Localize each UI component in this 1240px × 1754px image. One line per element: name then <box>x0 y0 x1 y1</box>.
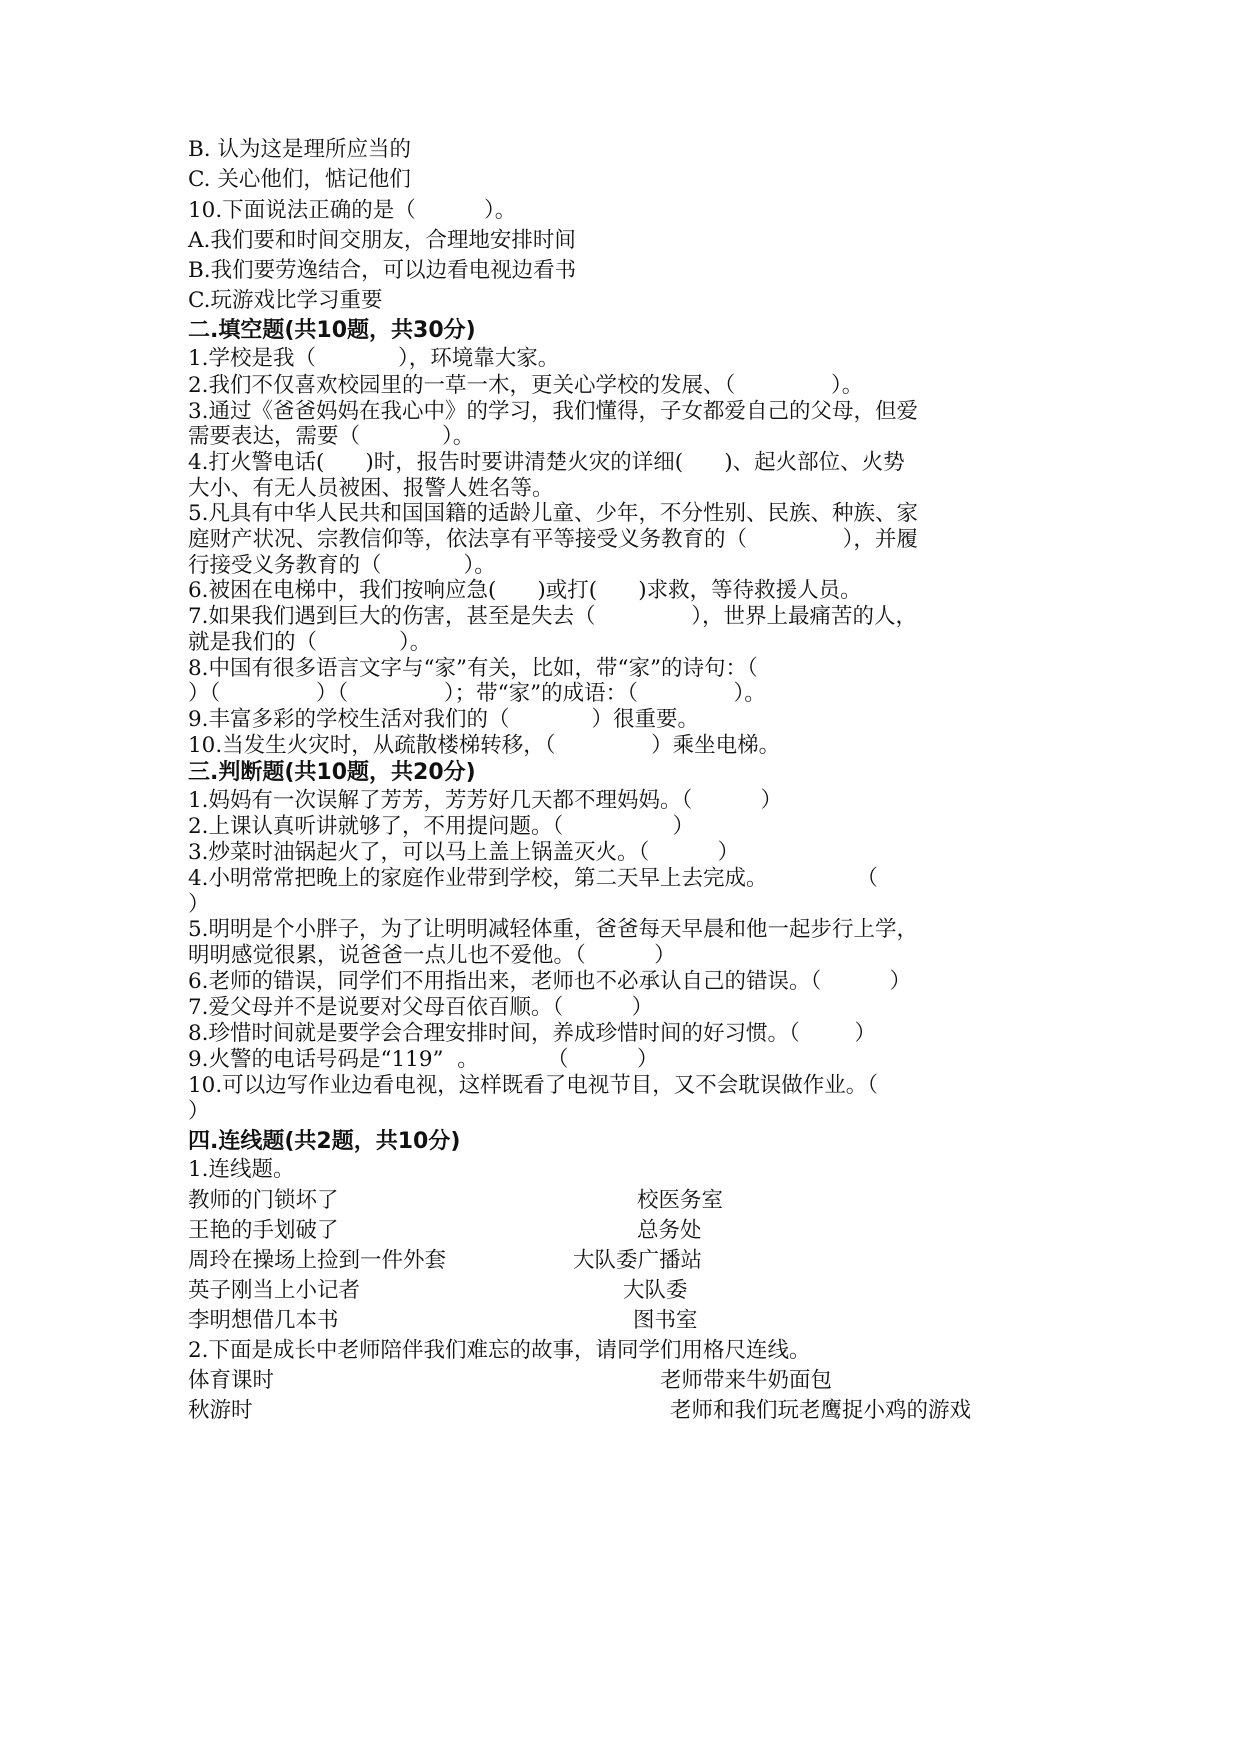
s3-line: 6.老师的错误，同学们不用指出来，老师也不必承认自己的错误。（ ） <box>188 969 912 994</box>
s3-line: 9.火警的电话号码是“119” 。 （ ） <box>188 1047 659 1072</box>
s2-line: 5.凡具有中华人民共和国国籍的适龄儿童、少年，不分性别、民族、种族、家 <box>188 501 919 526</box>
s2-line: 需要表达，需要（ ）。 <box>188 424 475 449</box>
match-left-item: 体育课时 <box>188 1368 275 1393</box>
match-right-item: 大队委广播站 <box>573 1248 703 1273</box>
match-left-item: 秋游时 <box>188 1398 253 1423</box>
q9-option-b: B. 认为这是理所应当的 <box>188 137 411 162</box>
q10-stem: 10.下面说法正确的是（ ）。 <box>188 198 517 223</box>
s3-line: 10.可以边写作业边看电视，这样既看了电视节目，又不会耽误做作业。（ <box>188 1073 878 1098</box>
s2-line: 9.丰富多彩的学校生活对我们的（ ）很重要。 <box>188 707 700 732</box>
s2-line: 行接受义务教育的（ ）。 <box>188 553 496 578</box>
match-right-item: 老师和我们玩老鹰捉小鸡的游戏 <box>670 1398 972 1423</box>
s2-line: 2.我们不仅喜欢校园里的一草一木，更关心学校的发展、（ ）。 <box>188 373 864 398</box>
q10-option-b: B.我们要劳逸结合，可以边看电视边看书 <box>188 258 577 283</box>
q10-option-c: C.玩游戏比学习重要 <box>188 288 383 313</box>
s2-line: 3.通过《爸爸妈妈在我心中》的学习，我们懂得，子女都爱自己的父母，但爱 <box>188 399 919 424</box>
s2-line: 4.打火警电话( )时，报告时要讲清楚火灾的详细( )、起火部位、火势 <box>188 450 905 475</box>
match-left-item: 李明想借几本书 <box>188 1308 339 1333</box>
s2-line: 庭财产状况、宗教信仰等，依法享有平等接受义务教育的（ ），并履 <box>188 527 918 552</box>
s2-line: 8.中国有很多语言文字与“家”有关，比如，带“家”的诗句：（ <box>188 656 758 681</box>
match-right-item: 老师带来牛奶面包 <box>660 1368 833 1393</box>
s2-line: 就是我们的（ ）。 <box>188 630 432 655</box>
match-right-item: 校医务室 <box>637 1188 724 1213</box>
s2-line: ）（ ）（ ）；带“家”的成语：（ ）。 <box>188 681 766 706</box>
section-2-title: 二.填空题(共10题，共30分) <box>188 318 476 343</box>
match-right-item: 图书室 <box>633 1308 698 1333</box>
s3-line: ） <box>188 892 210 917</box>
s3-line: 8.珍惜时间就是要学会合理安排时间，养成珍惜时间的好习惯。（ ） <box>188 1021 876 1046</box>
q9-option-c: C. 关心他们，惦记他们 <box>188 167 411 192</box>
match-right-item: 大队委 <box>623 1278 688 1303</box>
s3-line: 3.炒菜时油锅起火了，可以马上盖上锅盖灭火。（ ） <box>188 840 740 865</box>
s2-line: 6.被困在电梯中，我们按响应急( )或打( )求救，等待救援人员。 <box>188 578 862 603</box>
section-4-title: 四.连线题(共2题，共10分) <box>188 1129 461 1154</box>
match-right-item: 总务处 <box>637 1218 702 1243</box>
s3-line: ） <box>188 1099 210 1124</box>
s2-line: 大小、有无人员被困、报警人姓名等。 <box>188 476 554 501</box>
match-left-item: 教师的门锁坏了 <box>188 1188 339 1213</box>
s3-line: 4.小明常常把晚上的家庭作业带到学校，第二天早上去完成。 （ <box>188 866 878 891</box>
s2-line: 7.如果我们遇到巨大的伤害，甚至是失去（ ），世界上最痛苦的人， <box>188 604 917 629</box>
s2-line: 1.学校是我（ ），环境靠大家。 <box>188 346 560 371</box>
match-left-item: 王艳的手划破了 <box>188 1218 339 1243</box>
s3-line: 1.妈妈有一次误解了芳芳，芳芳好几天都不理妈妈。（ ） <box>188 788 783 813</box>
s3-line: 2.上课认真听讲就够了，不用提问题。（ ） <box>188 814 695 839</box>
q10-option-a: A.我们要和时间交朋友，合理地安排时间 <box>188 228 576 253</box>
match-left-item: 周玲在操场上捡到一件外套 <box>188 1248 447 1273</box>
match-left-item: 英子刚当上小记者 <box>188 1278 361 1303</box>
s2-line: 10.当发生火灾时，从疏散楼梯转移，（ ）乘坐电梯。 <box>188 733 781 758</box>
s3-line: 明明感觉很累，说爸爸一点儿也不爱他。（ ） <box>188 943 676 968</box>
s3-line: 5.明明是个小胖子，为了让明明减轻体重，爸爸每天早晨和他一起步行上学， <box>188 917 919 942</box>
s4-q1-title: 1.连线题。 <box>188 1157 295 1182</box>
s3-line: 7.爱父母并不是说要对父母百依百顺。（ ） <box>188 995 654 1020</box>
s4-q2-title: 2.下面是成长中老师陪伴我们难忘的故事，请同学们用格尺连线。 <box>188 1338 811 1363</box>
section-3-title: 三.判断题(共10题，共20分) <box>188 760 476 785</box>
